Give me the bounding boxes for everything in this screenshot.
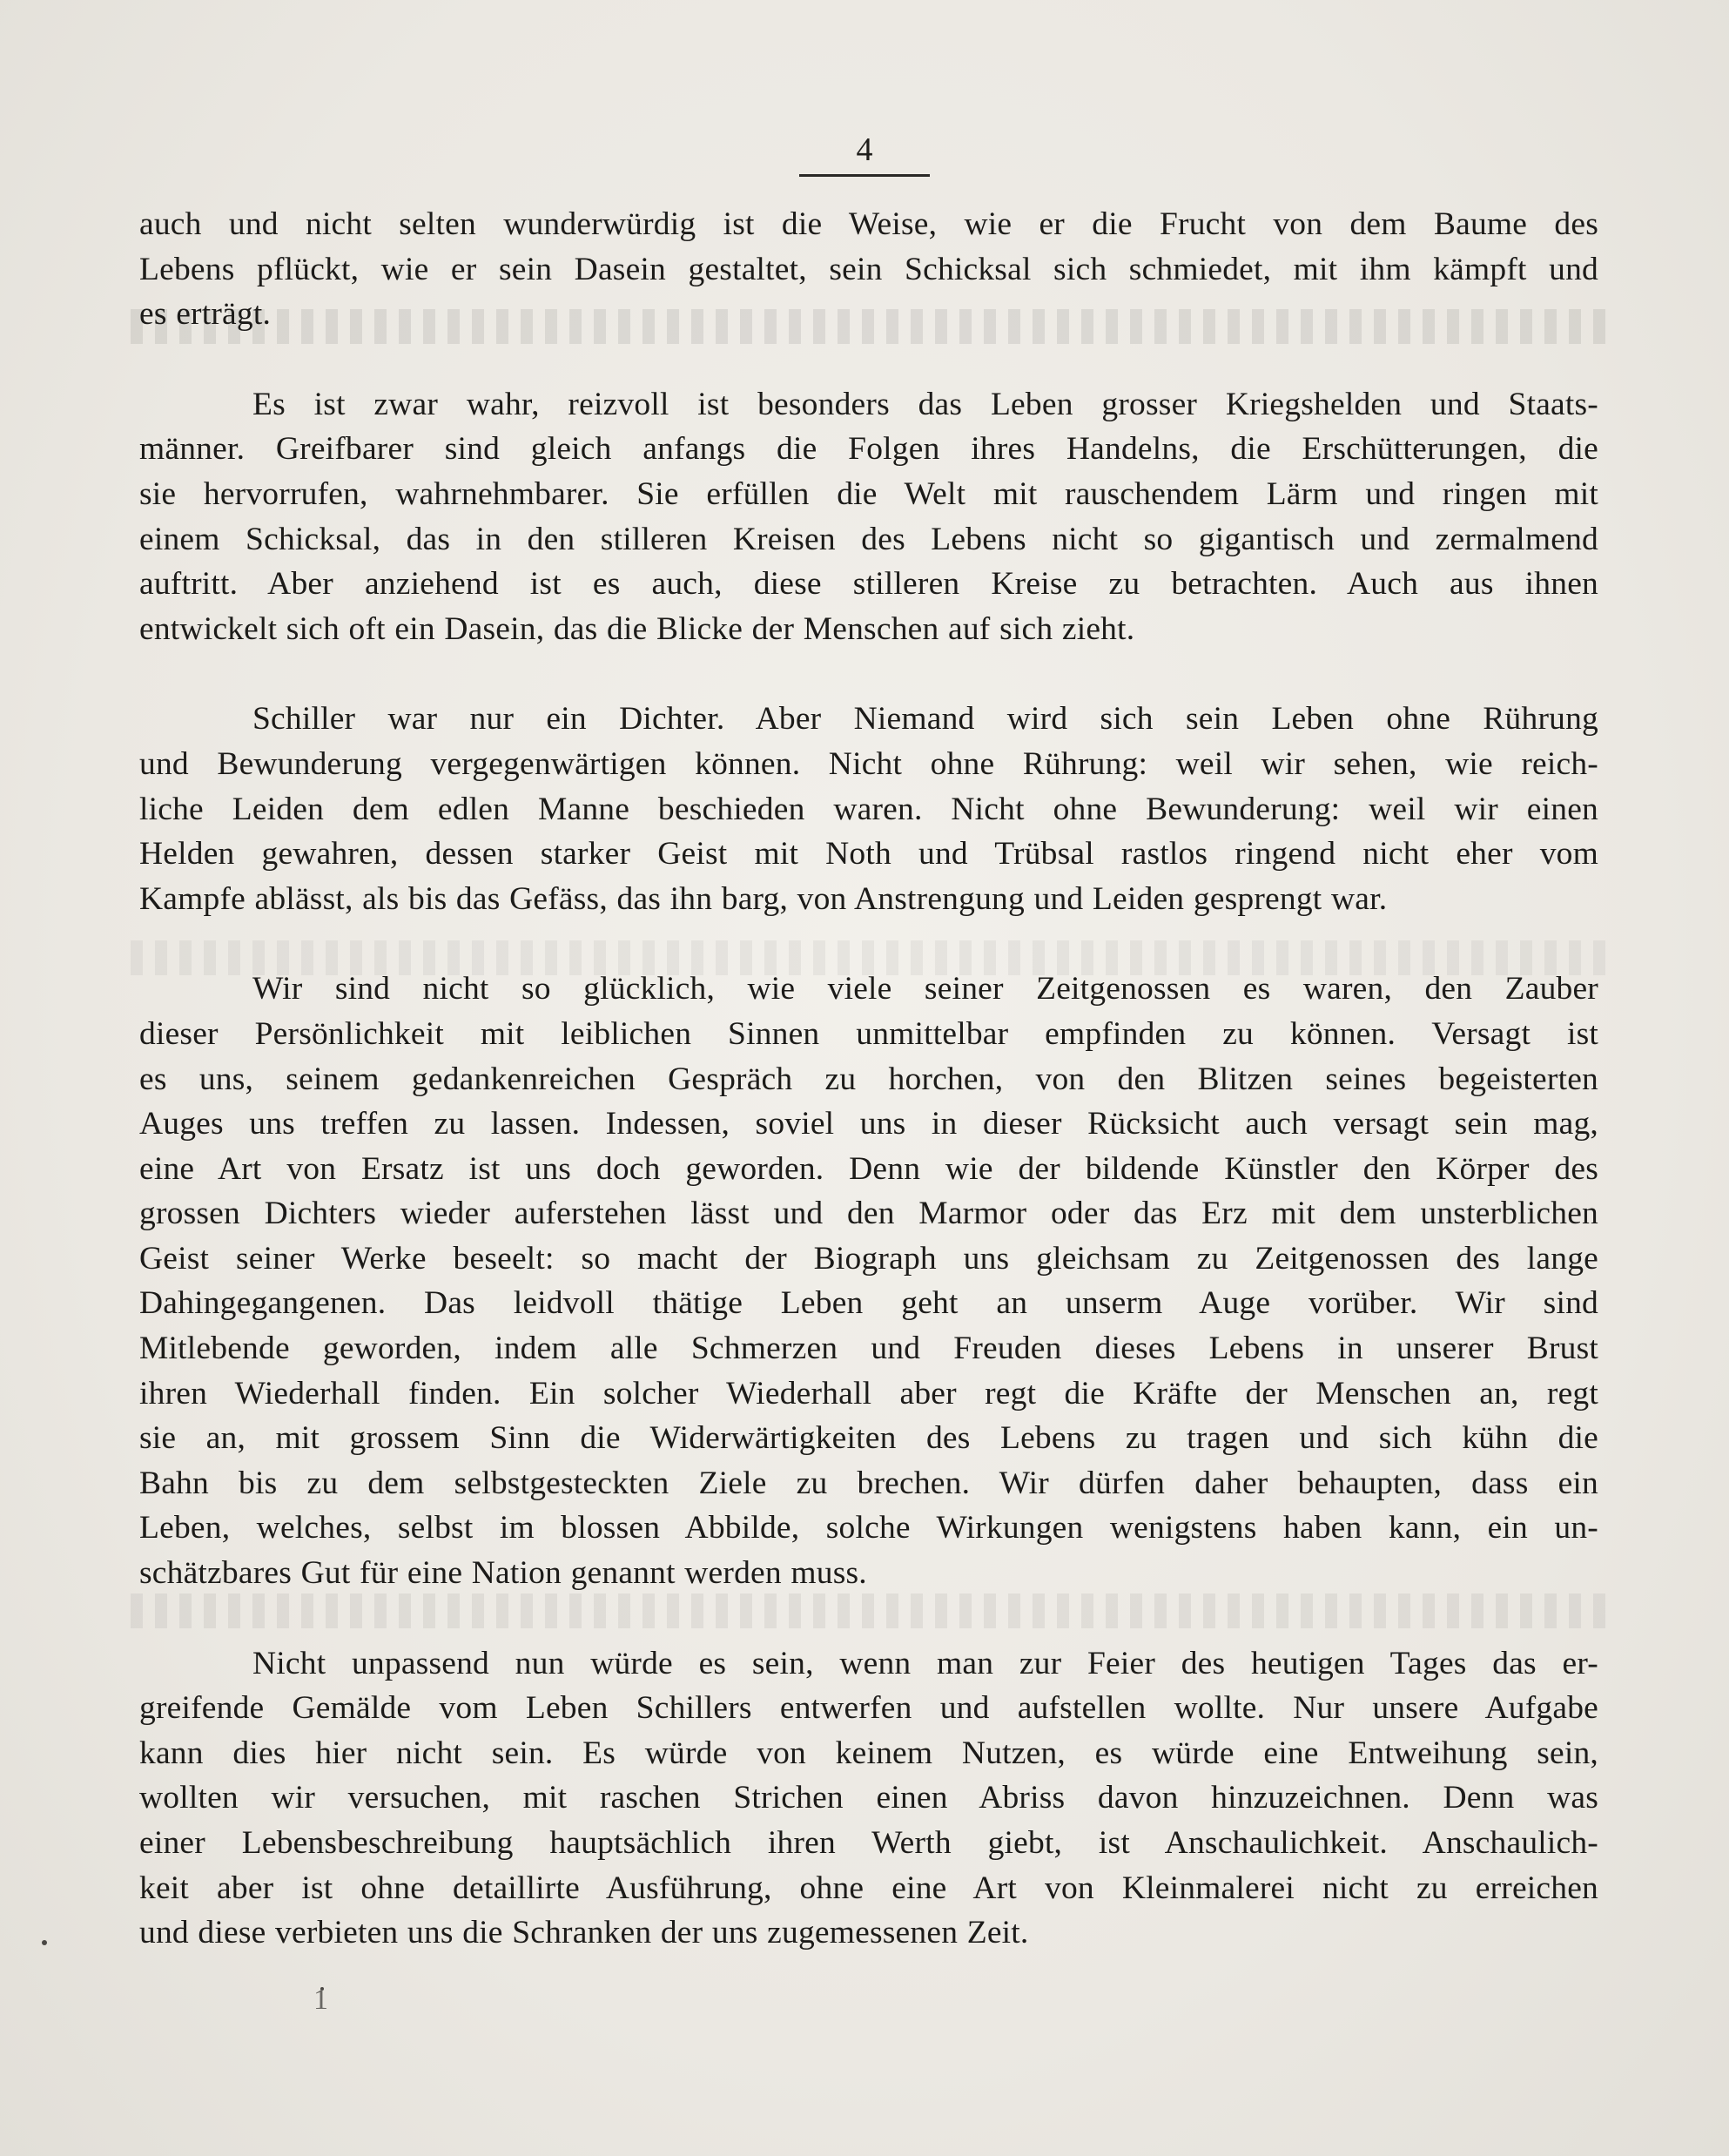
header-rule: [799, 174, 930, 177]
signature-mark: 1: [313, 1984, 328, 2016]
text-line: und Bewunderung vergegenwärtigen können. Nicht ohne Rührung: weil wir sehen, wie reich-: [139, 745, 1598, 782]
text-line: auftritt. Aber anziehend ist es auch, diese stilleren Kreise zu betrachten. Auch aus ihnen: [139, 566, 1598, 603]
text-line: einem Schicksal, das in den stilleren Kreisen des Lebens nicht so gigantisch und zermalmend: [139, 521, 1598, 557]
text-line: eine Art von Ersatz ist uns doch geworden. Denn wie der bildende Künstler den Körper des: [139, 1150, 1598, 1187]
text-line: auch und nicht selten wunderwürdig ist die Weise, wie er die Frucht von dem Baume des: [139, 206, 1598, 242]
text-line: Geist seiner Werke beseelt: so macht der Biograph uns gleichsam zu Zeitgenossen des lange: [139, 1240, 1598, 1277]
text-line: Kampfe ablässt, als bis das Gefäss, das ihn barg, von Anstrengung und Leiden gesprengt war.: [139, 880, 1388, 917]
text-line: liche Leiden dem edlen Manne beschieden waren. Nicht ohne Bewunderung: weil wir einen: [139, 791, 1598, 827]
paragraph-1: [139, 202, 1598, 337]
body-text: [139, 202, 1598, 1956]
paragraph-2: [139, 382, 1598, 652]
text-line: Wir sind nicht so glücklich, wie viele seiner Zeitgenossen es waren, den Zauber: [252, 971, 1598, 1007]
text-line: wollten wir versuchen, mit raschen Strichen einen Abriss davon hinzuzeichnen. Denn was: [139, 1780, 1598, 1816]
text-line: Helden gewahren, dessen starker Geist mit Noth und Trübsal rastlos ringend nicht eher vom: [139, 836, 1598, 873]
text-line: und diese verbieten uns die Schranken der uns zugemessenen Zeit.: [139, 1915, 1029, 1951]
text-line: sie hervorrufen, wahrnehmbarer. Sie erfüllen die Welt mit rauschendem Lärm und ringen mit: [139, 475, 1598, 512]
page-number: 4: [856, 131, 873, 168]
text-line: entwickelt sich oft ein Dasein, das die Blicke der Menschen auf sich zieht.: [139, 610, 1135, 647]
text-line: einer Lebensbeschreibung hauptsächlich ihren Werth giebt, ist Anschaulichkeit. Anschaulich-: [139, 1825, 1598, 1861]
text-line: schätzbares Gut für eine Nation genannt werden muss.: [139, 1555, 867, 1592]
text-line: Auges uns treffen zu lassen. Indessen, soviel uns in dieser Rücksicht auch versagt sein mag,: [139, 1106, 1598, 1142]
text-line: kann dies hier nicht sein. Es würde von keinem Nutzen, es würde eine Entweihung sein,: [139, 1735, 1598, 1771]
text-line: ihren Wiederhall finden. Ein solcher Wiederhall aber regt die Kräfte der Menschen an, regt: [139, 1375, 1598, 1412]
text-line: es erträgt.: [139, 296, 272, 333]
text-line: grossen Dichters wieder auferstehen lässt und den Marmor oder das Erz mit dem unsterblichen: [139, 1196, 1598, 1232]
text-line: Lebens pflückt, wie er sein Dasein gestaltet, sein Schicksal sich schmiedet, mit ihm kämpft und: [139, 251, 1598, 287]
paragraph-3: [139, 697, 1598, 921]
page-header: [799, 131, 930, 177]
text-line: keit aber ist ohne detaillirte Ausführung, ohne eine Art von Kleinmalerei nicht zu erreichen: [139, 1870, 1598, 1906]
text-line: dieser Persönlichkeit mit leiblichen Sinnen unmittelbar empfinden zu können. Versagt ist: [139, 1015, 1598, 1052]
text-line: Dahingegangenen. Das leidvoll thätige Leben geht an unserm Auge vorüber. Wir sind: [139, 1285, 1598, 1322]
text-line: Leben, welches, selbst im blossen Abbilde, solche Wirkungen wenigstens haben kann, ein un-: [139, 1510, 1598, 1546]
text-line: sie an, mit grossem Sinn die Widerwärtigkeiten des Lebens zu tragen und sich kühn die: [139, 1420, 1598, 1457]
text-line: Schiller war nur ein Dichter. Aber Niemand wird sich sein Leben ohne Rührung: [252, 701, 1598, 738]
text-line: Mitlebende geworden, indem alle Schmerzen und Freuden dieses Lebens in unserer Brust: [139, 1331, 1598, 1367]
text-line: Es ist zwar wahr, reizvoll ist besonders das Leben grosser Kriegshelden und Staats-: [252, 386, 1598, 422]
text-line: greifende Gemälde vom Leben Schillers entwerfen und aufstellen wollte. Nur unsere Aufgabe: [139, 1690, 1598, 1727]
paragraph-4: [139, 967, 1598, 1595]
text-line: Nicht unpassend nun würde es sein, wenn man zur Feier des heutigen Tages das er-: [252, 1645, 1598, 1681]
text-line: es uns, seinem gedankenreichen Gespräch zu horchen, von den Blitzen seines begeisterten: [139, 1061, 1598, 1097]
text-line: Bahn bis zu dem selbstgesteckten Ziele zu brechen. Wir dürfen daher behaupten, dass ein: [139, 1465, 1598, 1501]
text-line: männer. Greifbarer sind gleich anfangs die Folgen ihres Handelns, die Erschütterungen, die: [139, 431, 1598, 468]
paragraph-5: [139, 1641, 1598, 1956]
ink-speck: [42, 1940, 47, 1945]
